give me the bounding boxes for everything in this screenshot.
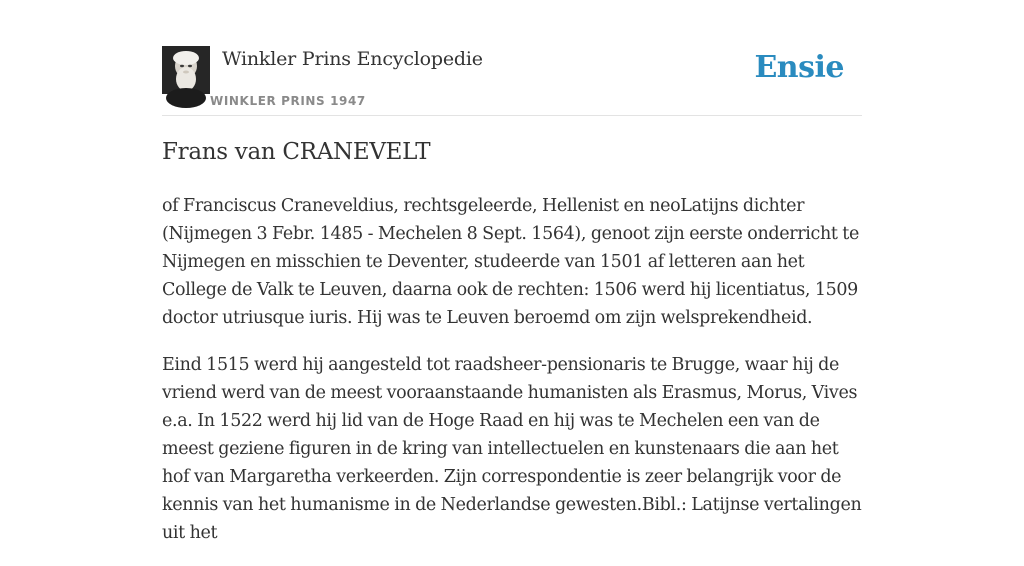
portrait-icon — [162, 46, 210, 94]
brand-logo[interactable]: Ensie — [754, 50, 844, 85]
avatar[interactable] — [162, 46, 210, 94]
edition-label[interactable]: WINKLER PRINS 1947 — [210, 94, 366, 108]
article-body — [162, 192, 862, 566]
page-title: Frans van CRANEVELT — [162, 139, 431, 165]
article-paragraph: of Franciscus Craneveldius, rechtsgeleerde, Hellenist en neoLatijns dichter (Nijmegen 3 Febr. 1485 - Mechelen 8 Sept. 1564), genoot zijn eerste onderricht te Nijmegen en misschien te Deventer, studeerde van 1501 af letteren aan het College de Valk te Leuven, daarna ook de rechten: 1506 werd hij licentiatus, 1509 doctor utriusque iuris. Hij was te Leuven beroemd om zijn welsprekendheid. — [162, 196, 859, 328]
site-header — [162, 46, 862, 116]
article-paragraph: Eind 1515 werd hij aangesteld tot raadsheer-pensionaris te Brugge, waar hij de vriend werd van de meest vooraanstaande humanisten als Erasmus, Morus, Vives e.a. In 1522 werd hij lid van de Hoge Raad en hij was te Mechelen een van de meest geziene figuren in de kring van intellectuelen en kunstenaars die aan het hof van Margaretha verkeerden. Zijn correspondentie is zeer belangrijk voor de kennis van het humanisme in de Nederlandse gewesten.Bibl.: Latijnse vertalingen uit het — [162, 355, 862, 543]
site-name[interactable]: Winkler Prins Encyclopedie — [222, 48, 483, 70]
